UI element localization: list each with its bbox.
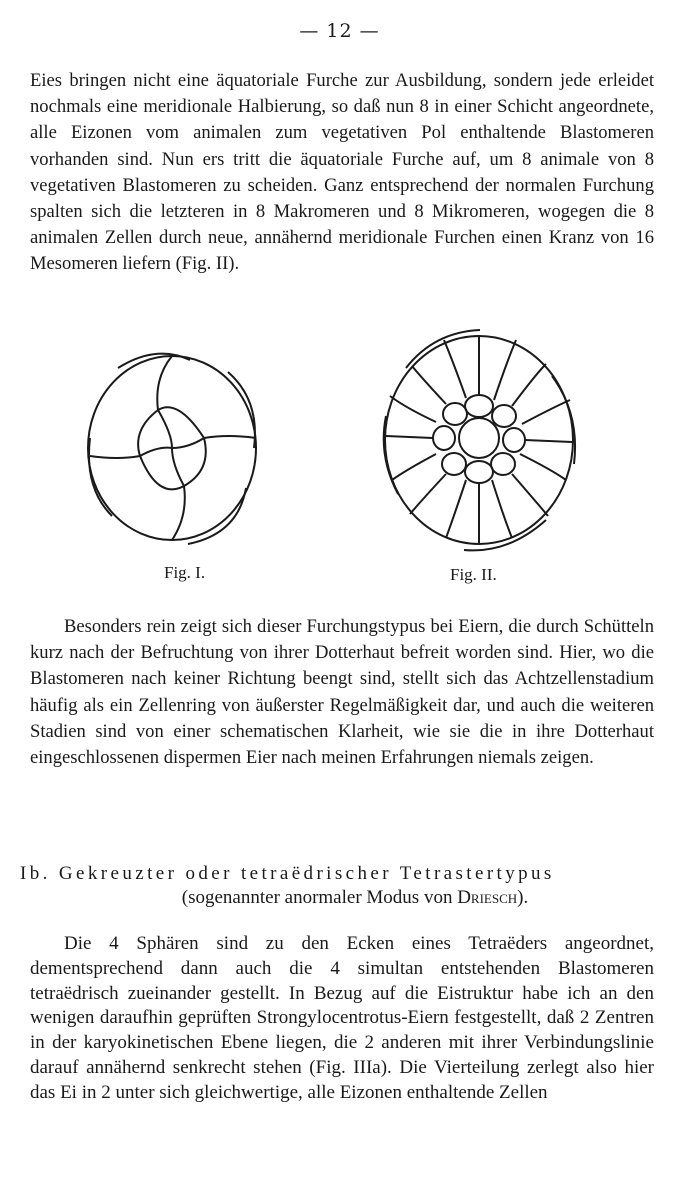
section-heading-subtitle [50,886,660,910]
paragraph-3 [30,932,654,1106]
section-heading-title: Ib. Gekreuzter oder tetraëdrischer Tetrastertypus [20,863,555,884]
figure-1-caption: Fig. I. [164,563,206,582]
paragraph-2-text: Besonders rein zeigt sich dieser Furchungstypus bei Eiern, die durch Schütteln kurz nach der Befruchtung von ihrer Dotterhaut befreit worden sind. Hier, wo die Blastomeren nach keiner Richtung beengt sind, stellt sich das Achtzellenstadium häufig als ein Zellenring von äußerster Regelmäßigkeit dar, und auch die weiteren Stadien sind von einer schematischen Klarheit, wie sie die in ihre Dotterhaut eingeschlossenen dispermen Eier nach meinen Erfahrungen niemals zeigen. [30,616,654,769]
section-heading [20,862,660,910]
figure-2-illustration [376,324,582,556]
paragraph-1-text: Eies bringen nicht eine äquatoriale Furche zur Ausbildung, sondern jede erleidet nochmals eine meridionale Halbierung, so daß nun 8 in einer Schicht angeordnete, alle Eizonen vom animalen zum vegetativen Pol enthaltende Blastomeren vorhanden sind. Nun ers tritt die äquatoriale Furche auf, um 8 animale von 8 vegetativen Blastomeren zu scheiden. Ganz entsprechend der normalen Furchung spalten sich die letzteren in 8 Makromeren und 8 Mikromeren, wogegen die 8 animalen Zellen durch neue, annähernd meridionale Furchen einen Kranz von 16 Mesomeren liefern (Fig. II). [30,70,654,275]
author-name: Driesch [457,887,518,908]
figures [0,324,679,594]
paragraph-1 [30,68,654,278]
paragraph-3-text: Die 4 Sphären sind zu den Ecken eines Tetraëders angeordnet, dementsprechend dann auch die 4 simultan entstehenden Blastomeren tetraëdrisch zueinander gestellt. In Bezug auf die Eistruktur habe ich an den wenigen daraufhin geprüften Strongylocentrotus-Eiern festgestellt, daß 2 Zentren in der karyokinetischen Ebene liegen, die 2 anderen mit ihrer Verbindungslinie darauf annähernd senkrecht stehen (Fig. IIIa). Die Vierteilung zerlegt also hier das Ei in 2 unter sich gleichwertige, alle Eizonen enthaltende Zellen [30,933,654,1103]
section-heading-subtitle-suffix: ). [517,887,529,908]
section-heading-subtitle-prefix: (sogenannter anormaler Modus von [181,887,458,908]
paragraph-2 [30,614,654,771]
figure-2-caption: Fig. II. [450,565,497,584]
page-number: — 12 — [299,20,380,42]
figure-1-illustration [78,338,268,554]
